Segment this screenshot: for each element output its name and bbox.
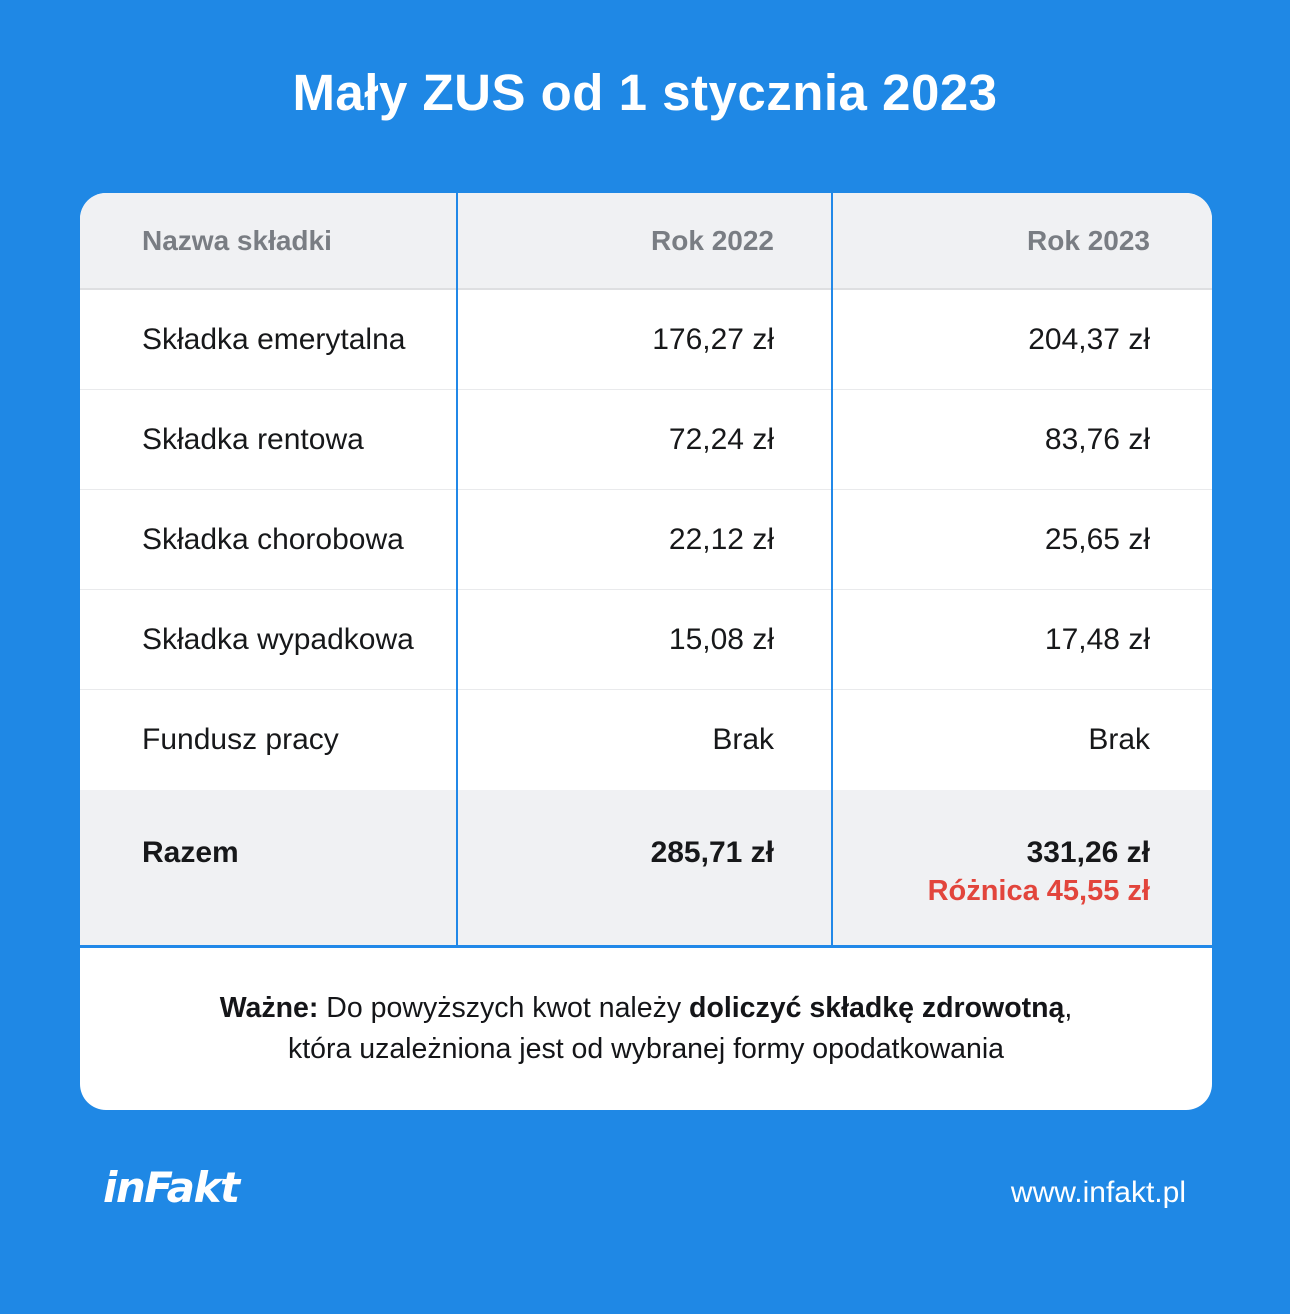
note-line-2: która uzależniona jest od wybranej formy opodatkowania (287, 1033, 1005, 1065)
table-row (80, 590, 1212, 690)
row-value-2022: 176,27 zł (652, 322, 774, 356)
row-value-2023: 204,37 zł (1028, 322, 1150, 356)
table-row (80, 490, 1212, 590)
column-divider-2 (831, 193, 833, 948)
difference-value: Różnica 45,55 zł (927, 875, 1150, 907)
column-header-name: Nazwa składki (142, 224, 332, 256)
row-label: Składka rentowa (142, 422, 364, 456)
table-row (80, 290, 1212, 390)
infakt-logo: inFakt (103, 1163, 239, 1212)
row-label: Składka emerytalna (142, 322, 406, 356)
column-header-2022: Rok 2022 (651, 224, 774, 256)
row-value-2023: 83,76 zł (1044, 422, 1150, 456)
total-label: Razem (142, 836, 239, 869)
row-value-2023: 17,48 zł (1044, 622, 1150, 656)
total-value-2022: 285,71 zł (650, 836, 774, 869)
row-label: Fundusz pracy (142, 723, 339, 756)
page-title: Mały ZUS od 1 stycznia 2023 (292, 64, 998, 121)
row-label: Składka chorobowa (142, 522, 404, 556)
row-value-2023: 25,65 zł (1044, 522, 1150, 556)
note-line-1: Ważne: Do powyższych kwot należy doliczyć składkę zdrowotną, (219, 992, 1073, 1024)
table-header-row (80, 193, 1212, 290)
table-row (80, 390, 1212, 490)
column-divider-1 (456, 193, 458, 948)
row-value-2022: 72,24 zł (668, 422, 774, 456)
total-value-2023: 331,26 zł (1026, 836, 1150, 869)
row-value-2022: 22,12 zł (668, 522, 774, 556)
row-value-2023: Brak (1088, 723, 1150, 756)
total-value-2023-group (832, 833, 1212, 911)
row-value-2022: 15,08 zł (668, 622, 774, 656)
column-header-2023: Rok 2023 (1027, 224, 1150, 256)
table-total-row (80, 790, 1212, 945)
row-label: Składka wypadkowa (142, 622, 414, 656)
website-url: www.infakt.pl (1010, 1176, 1186, 1209)
important-note (80, 948, 1212, 1110)
contributions-table-card (80, 193, 1212, 1110)
table-row (80, 690, 1212, 790)
row-value-2022: Brak (712, 723, 774, 756)
